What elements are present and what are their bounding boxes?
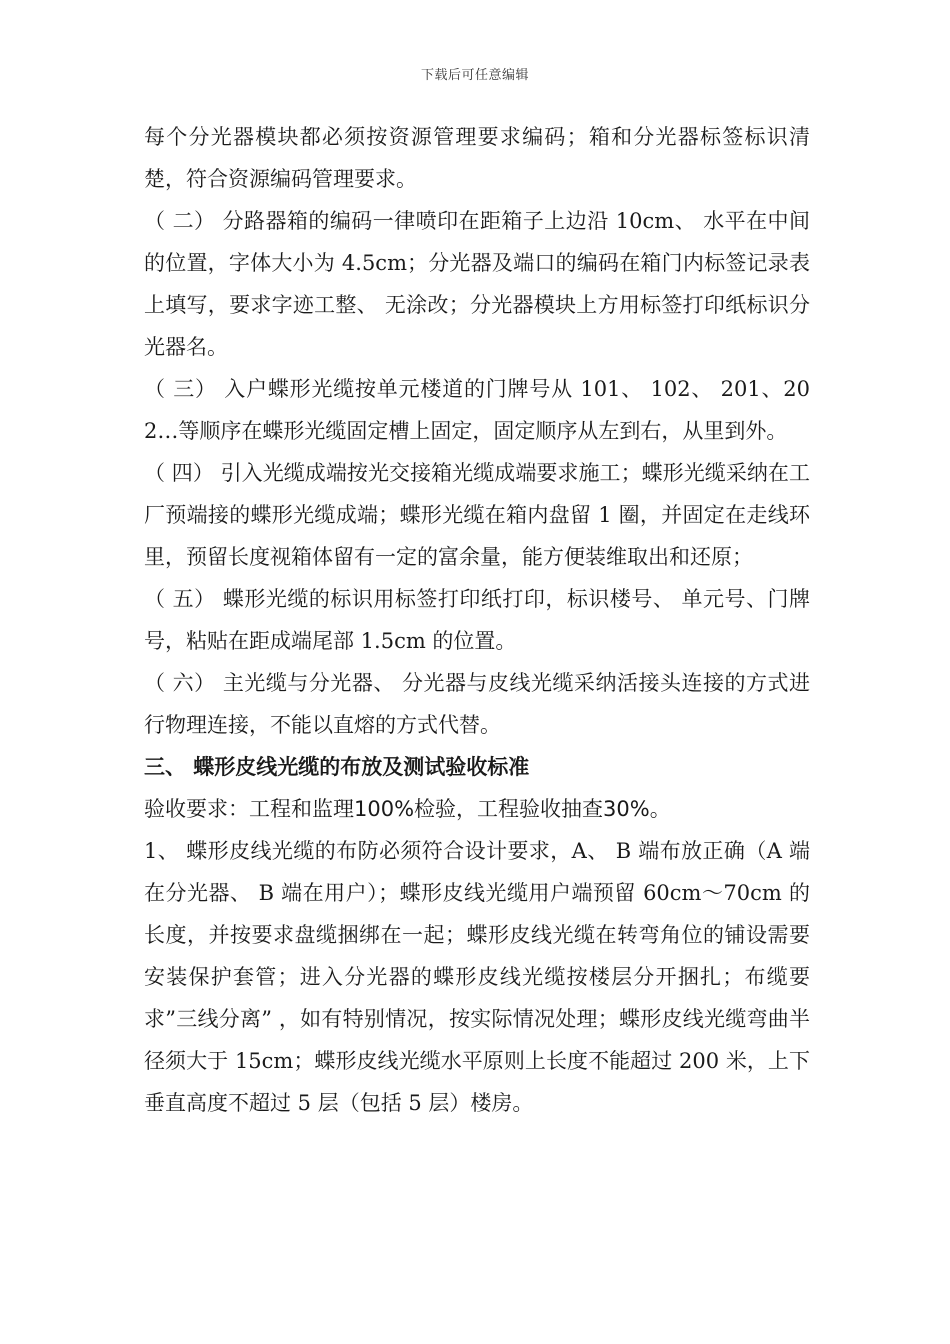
paragraph-module-coding: 每个分光器模块都必须按资源管理要求编码；箱和分光器标签标识清楚，符合资源编码管理要求。: [144, 125, 810, 191]
paragraph-item-5: （ 五） 蝶形光缆的标识用标签打印纸打印，标识楼号、 单元号、门牌号，粘贴在距成端尾部 1.5cm 的位置。: [144, 587, 810, 653]
section-heading: 三、 蝶形皮线光缆的布放及测试验收标准: [144, 755, 530, 779]
acceptance-requirement: 验收要求：工程和监理100%检验，工程验收抽查30%。: [144, 797, 671, 821]
paragraph-section-item-1: 1、 蝶形皮线光缆的布防必须符合设计要求，A、 B 端布放正确（A 端在分光器、 B 端在用户）；蝶形皮线光缆用户端预留 60cm～70cm 的长度，并按要求盘缆捆绑在一起；蝶形皮线光缆在转弯角位的铺设需要安装保护套管；进入分光器的蝶形皮线光缆按楼层分开捆扎；布缆要求”三线分离” ，如有特别情况，按实际情况处理；蝶形皮线光缆弯曲半径须大于 15cm；蝶形皮线光缆水平原则上长度不能超过 200 米，上下垂直高度不超过 5 层（包括 5 层）楼房。: [144, 839, 810, 1115]
page-header: 下载后可任意编辑: [420, 68, 529, 83]
paragraph-item-6: （ 六） 主光缆与分光器、 分光器与皮线光缆采纳活接头连接的方式进行物理连接，不能以直熔的方式代替。: [144, 671, 810, 737]
paragraph-item-3: （ 三） 入户蝶形光缆按单元楼道的门牌号从 101、 102、 201、202…等顺序在蝶形光缆固定槽上固定，固定顺序从左到右，从里到外。: [144, 377, 810, 443]
document-body: [144, 116, 810, 1124]
paragraph-item-4: （ 四） 引入光缆成端按光交接箱光缆成端要求施工；蝶形光缆采纳在工厂预端接的蝶形光缆成端；蝶形光缆在箱内盘留 1 圈，并固定在走线环里，预留长度视箱体留有一定的富余量，能方便装维取出和还原；: [144, 461, 810, 569]
paragraph-item-2: （ 二） 分路器箱的编码一律喷印在距箱子上边沿 10cm、 水平在中间的位置，字体大小为 4.5cm；分光器及端口的编码在箱门内标签记录表上填写，要求字迹工整、 无涂改；分光器模块上方用标签打印纸标识分光器名。: [144, 209, 810, 359]
